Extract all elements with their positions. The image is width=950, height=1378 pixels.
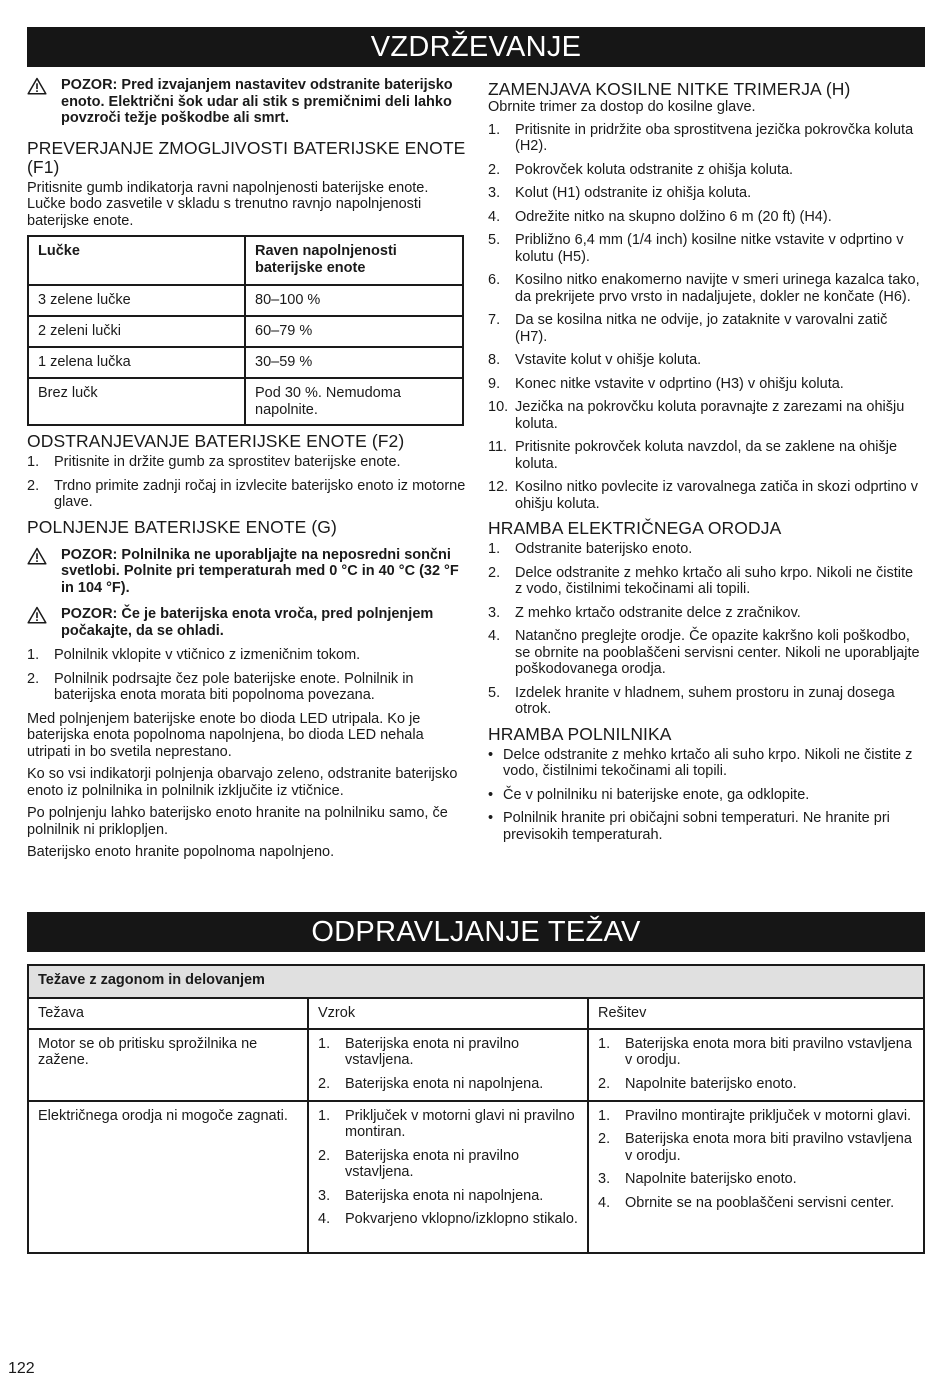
table-row [28, 285, 463, 316]
list-item: 4. Natančno preglejte orodje. Če opazite kakršno koli poškodbo, se obrnite na pooblaščeni servisni center. Nikoli ne uporabljajte poškodovanega orodja. [488, 628, 920, 677]
list-item: 4. Pokvarjeno vklopno/izklopno stikalo. [318, 1211, 578, 1227]
problem-cell: Električnega orodja ni mogoče zagnati. [28, 1101, 308, 1253]
list-item: • Če v polnilniku ni baterijske enote, ga odklopite. [488, 786, 810, 803]
list-item: 2. Polnilnik podrsajte čez pole baterijske enote. Polnilnik in baterijska enota morata biti popolnoma povezana. [27, 670, 414, 703]
table-cell: Brez lučk [28, 378, 245, 425]
table-cell: 30–59 % [245, 347, 463, 378]
list-item: 4. Obrnite se na pooblaščeni servisni center. [598, 1194, 895, 1211]
troubleshooting-title: ODPRAVLJANJE TEŽAV [311, 916, 641, 948]
table-row [28, 1029, 924, 1101]
battery-check-text: Pritisnite gumb indikatorja ravni napolnjenosti baterijske enote. Lučke bodo zasvetile v skladu s trenutno ravnjo napolnjenosti baterijske enote. [27, 179, 429, 229]
line-replace-heading: ZAMENJAVA KOSILNE NITKE TRIMERJA (H) [488, 79, 851, 99]
bullet-icon: • [488, 786, 494, 803]
battery-warning-text: POZOR: Pred izvajanjem nastavitev odstranite baterijsko enoto. Električni šok udar ali stik s premičnimi deli lahko povzroči težje poškodbe ali smrt. [61, 77, 453, 126]
maintenance-title-banner [27, 27, 925, 67]
list-item: 1. Priključek v motorni glavi ni pravilno montiran. [318, 1107, 575, 1140]
column-header-solution: Rešitev [588, 998, 924, 1029]
line-replace-steps [488, 122, 920, 513]
tool-storage-steps [488, 541, 920, 718]
charging-paragraph: Ko so vsi indikatorji polnjenja obarvajo zeleno, odstranite baterijsko enoto iz polnilnika in polnilnik izključite iz vtičnice. [27, 766, 458, 799]
charging-paragraph: Po polnjenju lahko baterijsko enoto hranite na polnilniku samo, če polnilnik ni priklopljen. [27, 805, 448, 838]
cause-cell [308, 1029, 588, 1101]
table-header-level: Raven napolnjenosti baterijske enote [245, 236, 463, 285]
list-item: 2. Baterijska enota mora biti pravilno vstavljena v orodju. [598, 1131, 912, 1164]
solution-cell [588, 1101, 924, 1253]
list-item: 12. Kosilno nitko povlecite iz varovalnega zatiča in skozi odprtino v ohišju koluta. [488, 479, 918, 512]
left-column [27, 77, 467, 867]
table-cell: Pod 30 %. Nemudoma napolnite. [245, 378, 463, 425]
list-item: 1. Baterijska enota mora biti pravilno vstavljena v orodju. [598, 1035, 912, 1068]
charging-warning-hot: POZOR: Če je baterijska enota vroča, pred polnjenjem počakajte, da se ohladi. [27, 606, 467, 639]
warning-triangle-icon [27, 77, 47, 95]
charging-steps [27, 647, 467, 704]
list-item: • Polnilnik hranite pri običajni sobni temperaturi. Ne hranite pri previsokih temperaturah. [488, 810, 890, 843]
table-row [28, 1101, 924, 1253]
charging-warning-sunlight: POZOR: Polnilnika ne uporabljajte na neposredni sončni svetlobi. Polnite pri temperaturah med 0 °C in 40 °C (32 °F in 104 °F). [27, 547, 467, 597]
charger-storage-heading: HRAMBA POLNILNIKA [488, 723, 672, 744]
list-item: 5. Izdelek hranite v hladnem, suhem prostoru in zunaj dosega otrok. [488, 684, 895, 717]
list-item: 6. Kosilno nitko enakomerno navijte v smeri urinega kazalca tako, da prekrijete prvo vrsto in nadaljujete, dokler ne končate (H6). [488, 272, 920, 305]
list-item: 2. Baterijska enota ni napolnjena. [318, 1075, 544, 1092]
list-item: 1. Pravilno montirajte priključek v motorni glavi. [598, 1107, 912, 1124]
list-item: 1. Pritisnite in pridržite oba sprostitvena jezička pokrovčka koluta (H2). [488, 121, 914, 154]
list-item: 11. Pritisnite pokrovček koluta navzdol, da se zaklene na ohišje koluta. [488, 439, 898, 472]
list-item: 3. Napolnite baterijsko enoto. [598, 1171, 797, 1187]
column-header-cause: Vzrok [308, 998, 588, 1029]
list-item: 2. Delce odstranite z mehko krtačo ali suho krpo. Nikoli ne čistite z vodo, čistilnimi tekočinami ali topili. [488, 564, 914, 597]
list-item: • Delce odstranite z mehko krtačo ali suho krpo. Nikoli ne čistite z vodo, čistilnimi tekočinami ali topili. [488, 746, 913, 779]
troubleshooting-table [27, 964, 925, 1254]
charging-paragraph: Baterijsko enoto hranite popolnoma napolnjeno. [27, 844, 335, 860]
table-cell: 2 zeleni lučki [28, 316, 245, 347]
list-item: 2. Pokrovček koluta odstranite z ohišja koluta. [488, 161, 794, 178]
maintenance-title: VZDRŽEVANJE [370, 31, 582, 63]
list-item: 5. Približno 6,4 mm (1/4 inch) kosilne nitke vstavite v odprtino v kolutu (H5). [488, 232, 904, 265]
bullet-icon: • [488, 810, 494, 826]
list-item: 1. Polnilnik vklopite v vtičnico z izmeničnim tokom. [27, 647, 361, 663]
page-number: 122 [8, 1360, 35, 1377]
list-item: 2. Baterijska enota ni pravilno vstavljena. [318, 1147, 520, 1180]
list-item: 8. Vstavite kolut v ohišje koluta. [488, 352, 702, 368]
right-column [488, 80, 920, 850]
table-cell: 80–100 % [245, 285, 463, 316]
list-item: 2. Trdno primite zadnji ročaj in izvlecite baterijsko enoto iz motorne glave. [27, 477, 466, 510]
table-row [28, 316, 463, 347]
solution-cell [588, 1029, 924, 1101]
list-item: 3. Baterijska enota ni napolnjena. [318, 1187, 544, 1204]
list-item: 3. Z mehko krtačo odstranite delce z zračnikov. [488, 604, 801, 621]
list-item: 1. Pritisnite in držite gumb za sprostitev baterijske enote. [27, 454, 401, 470]
list-item: 2. Napolnite baterijsko enoto. [598, 1075, 797, 1092]
battery-warning [27, 77, 467, 127]
warning-triangle-icon [27, 606, 47, 624]
list-item: 4. Odrežite nitko na skupno dolžino 6 m (20 ft) (H4). [488, 208, 832, 225]
list-item: 1. Baterijska enota ni pravilno vstavljena. [318, 1035, 520, 1068]
table-row [28, 378, 463, 425]
table-cell: 60–79 % [245, 316, 463, 347]
list-item: 10. Jezička na pokrovčku koluta poravnajte z zarezami na ohišju koluta. [488, 399, 905, 432]
table-cell: 3 zelene lučke [28, 285, 245, 316]
battery-remove-heading: ODSTRANJEVANJE BATERIJSKE ENOTE (F2) [27, 431, 405, 451]
charger-storage-bullets [488, 747, 920, 844]
charging-paragraph: Med polnjenjem baterijske enote bo dioda LED utripala. Ko je baterijska enota popolnoma napolnjena, bo dioda LED nehala utripati in bo svetila neprestano. [27, 710, 424, 760]
cause-cell [308, 1101, 588, 1253]
troubleshooting-title-banner [27, 912, 925, 952]
problem-cell: Motor se ob pritisku sprožilnika ne zažene. [28, 1029, 308, 1101]
table-header-lights: Lučke [28, 236, 245, 285]
list-item: 9. Konec nitke vstavite v odprtino (H3) v ohišju koluta. [488, 375, 844, 392]
troubleshooting-table-caption: Težave z zagonom in delovanjem [28, 965, 924, 998]
list-item: 7. Da se kosilna nitka ne odvije, jo zataknite v varovalni zatič (H7). [488, 312, 888, 345]
tool-storage-heading: HRAMBA ELEKTRIČNEGA ORODJA [488, 518, 782, 538]
battery-check-heading: PREVERJANJE ZMOGLJIVOSTI BATERIJSKE ENOTE (F1) [27, 137, 466, 177]
line-replace-intro: Obrnite trimer za dostop do kosilne glave. [488, 99, 756, 115]
bullet-icon: • [488, 746, 494, 763]
column-header-problem: Težava [28, 998, 308, 1029]
list-item: 1. Odstranite baterijsko enoto. [488, 541, 693, 557]
list-item: 3. Kolut (H1) odstranite iz ohišja koluta. [488, 185, 752, 201]
charge-level-table [27, 235, 464, 426]
warning-triangle-icon [27, 547, 47, 565]
table-cell: 1 zelena lučka [28, 347, 245, 378]
charging-heading: POLNJENJE BATERIJSKE ENOTE (G) [27, 516, 337, 537]
battery-remove-steps [27, 454, 467, 511]
table-row [28, 347, 463, 378]
